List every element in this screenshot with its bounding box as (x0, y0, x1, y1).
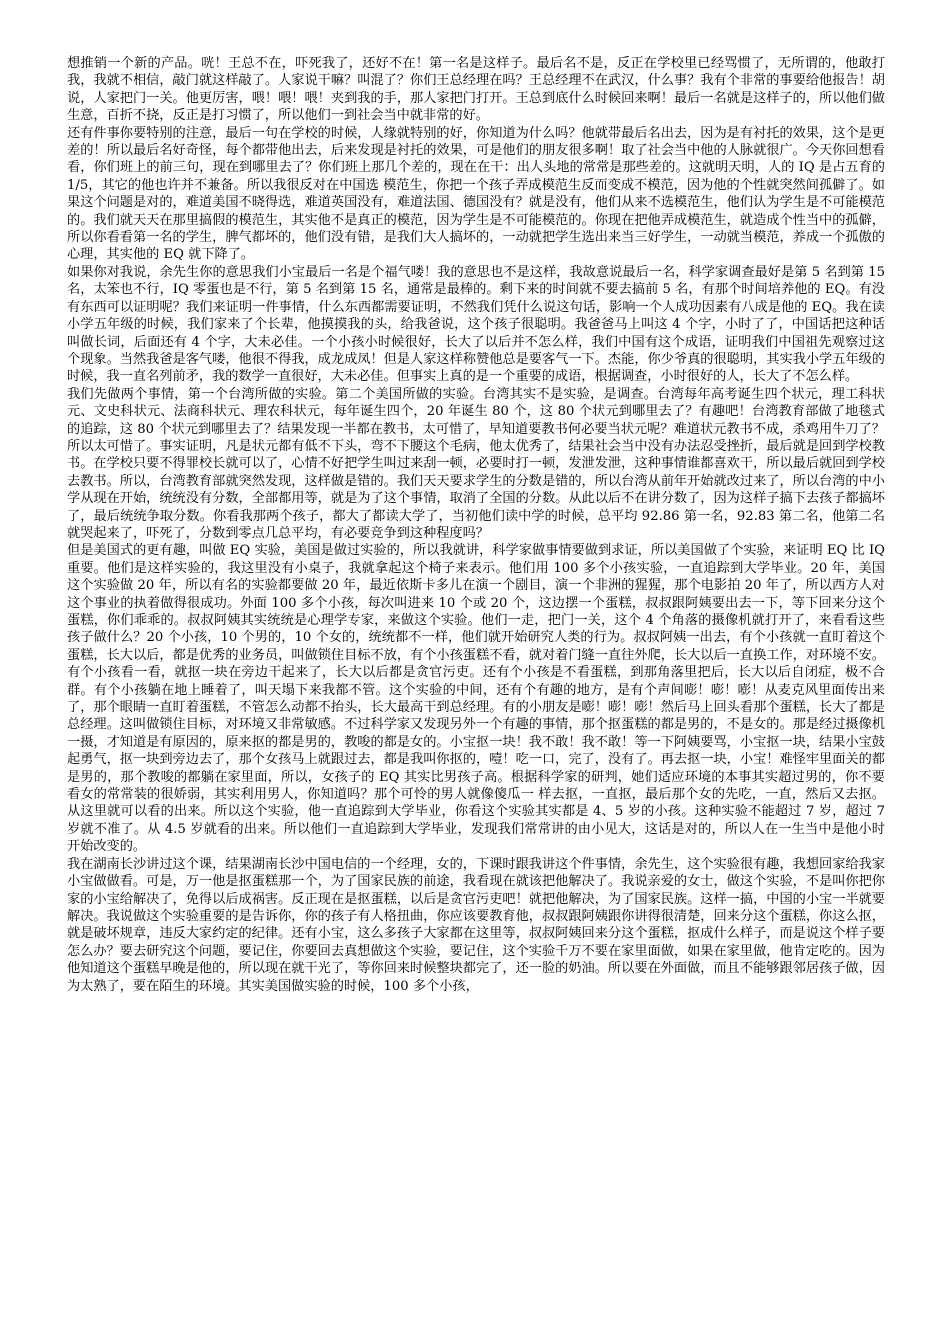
paragraph: 如果你对我说，余先生你的意思我们小宝最后一名是个福气喽！我的意思也不是这样，我故意说最后一名，科学家调查最好是第 5 名到第 15 名，太笨也不行，IQ 零蛋也是不行，第 5 名到第 15 名，通常是最棒的。剩下来的时间就不要去搞前 5 名，有那个时间培养他的 EQ。有没有东西可以证明呢？我们来证明一件事情，什么东西都需要证明，不然我们凭什么说这句话，影响一个人成功因素有八成是他的 EQ。我在读小学五年级的时候，我们家来了个长辈，他摸摸我的头，给我爸说，这个孩子很聪明。我爸爸马上叫这 4 个字，小时了了，中国话把这种话叫做长词，后面还有 4 个字，大未必佳。一个小孩小时候很好，长大了以后并不怎么样，我们中国有这个成语，证明我们中国祖先观察过这个现象。当然我爸是客气喽，他很不得我，成龙成凤！但是人家这样称赞他总是要客气一下。杰能，你少爷真的很聪明，其实我小学五年级的时候，我一直名列前矛，我的数学一直很好，大未必佳。但事实上真的是一个重要的成语，根据调查，小时很好的人，长大了不怎么样。 (67, 264, 885, 385)
paragraph: 还有件事你要特别的注意，最后一句在学校的时候，人缘就特别的好，你知道为什么吗？他就带最后名出去，因为是有衬托的效果，这个是更差的！所以最后名好奇怪，每个都带他出去，后来发现是衬托的效果，可是他们的朋友很多啊！取了社会当中他的人脉就很广。今天你回想看看，你们班上的前三句，现在到哪里去了？你们班上那几个差的，现在在干：出人头地的常常是那些差的。这就明天明，人的 IQ 是占五育的 1/5，其它的他也许并不兼备。所以我很反对在中国选 模范生，你把一个孩子弄成模范生反而变成不模范，因为他的个性就突然间孤僻了。如果这个问题是对的，难道美国不晓得选，难道英国没有，难道法国、德国没有？就是没有，他们从来不选模范生，他们认为学生是不可能模范的。我们就天天在那里搞假的模范生，其实他不是真正的模范，因为学生是不可能模范的。你现在把他弄成模范生，就造成个性当中的孤僻，所以你看看第一名的学生，脾气都坏的，他们没有错，是我们大人搞坏的，一动就把学生选出来当三好学生，一动就当模范，养成一个孤傲的心理，其实他的 EQ 就下降了。 (67, 125, 885, 263)
paragraph: 我们先做两个事情，第一个台湾所做的实验。第二个美国所做的实验。台湾其实不是实验，是调查。台湾每年高考诞生四个状元，理工科状元、文史科状元、法商科状元、理农科状元，每年诞生四个，20 年诞生 80 个，这 80 个状元到哪里去了？有趣吧！台湾教育部做了地毯式的追踪，这 80 个状元到哪里去了？结果发现一半都在教书，太可惜了，早知道要教书何必要当状元呢？难道状元教书不成，杀鸡用牛刀了？所以太可惜了。事实证明，凡是状元都有低不下头，弯不下腰这个毛病，他太优秀了，结果社会当中没有办法忍受挫折，最后就是回到学校教书。在学校只要不得罪校长就可以了，心情不好把学生叫过来刮一顿，必要时打一顿，发泄发泄，这种事情谁都喜欢干，所以最后就回到学校去教书。所以，台湾教育部就突然发现，这样做是错的。我们天天要求学生的分数是错的，所以台湾从前年开始就改过来了，所以台湾的中小学从现在开始，统统没有分数，全部都用等，就是为了这个事情，取消了全国的分数。从此以后不在讲分数了，因为这样子搞下去孩子都搞坏了，最后统统争取分数。你看我那两个孩子，都大了都读大学了，当初他们读中学的时候，总平均 92.86 第一名，92.83 第二名，他第二名就哭起来了，吓死了，分数到零点几总平均，有必要竞争到这种程度吗？ (67, 386, 885, 541)
paragraph: 但是美国式的更有趣，叫做 EQ 实验，美国是做过实验的，所以我就讲，科学家做事情要做到求证，所以美国做了个实验，来证明 EQ 比 IQ 重要。他们是这样实验的，我这里没有小桌子，我就拿起这个椅子来表示。他们用 100 多个小孩实验，一直追踪到大学毕业。20 年，美国这个实验做 20 年，所以有名的实验都要做 20 年，最近依斯卡多儿在演一个剧目，演一个非洲的猩猩，那个电影拍 20 年了，所以西方人对这个事业的执着做得很成功。外面 100 多个小孩，每次叫进来 10 个或 20 个，这边摆一个蛋糕，叔叔跟阿姨要出去一下，等下回来分这个蛋糕，你们乖乖的。叔叔阿姨其实统统是心理学专家，来做这个实验。他们一走，把门一关，这个 4 个角落的摄像机就打开了，来看看这些孩子做什么？20 个小孩，10 个男的，10 个女的，统统都不一样，他们就开始研究人类的行为。叔叔阿姨一出去，有个小孩就一直盯着这个蛋糕，长大以后，都是优秀的业务员，叫做锁住目标不放，有个小孩蛋糕不看，就对着门缝一直往外爬，长大以后一直换工作，对环境不安。有个小孩看一看，就抠一块在旁边干起来了，长大以后都是贪官污吏。还有个小孩是不看蛋糕，到那角落里把后，长大以后自闭症，极不合群。有个小孩躺在地上睡着了，叫天塌下来我都不管。这个实验的中间，还有个有趣的地方，是有个声间嘭！嘭！嘭！从麦克风里面传出来了，那个眼睛一直盯着蛋糕，不管怎么动都不抬头，长大最高干到总经理。有的小朋友是嘭！嘭！嘭！然后马上回头看那个蛋糕，长大了都是总经理。这叫做锁住目标，对环境又非常敏感。不过科学家又发现另外一个有趣的事情，那个抠蛋糕的都是男的，不是女的。那是经过摄像机一摄，才知道是有原因的，原来抠的都是男的，教唆的都是女的。小宝抠一块！我不敢！我不敢！等一下阿姨要骂，小宝抠一块，结果小宝鼓起勇气，抠一块到旁边去了，那个女孩马上就跟过去，都是我叫你抠的，噎！吃一口，完了，没有了。再去抠一块，小宝！难怪牢里面关的都是男的，那个教唆的都躺在家里面，所以，女孩子的 EQ 其实比男孩子高。根据科学家的研判，她们适应环境的本事其实超过男的，你不要看女的常常装的很娇弱，其实利用男人，你知道吗？那个可怜的男人就像傻瓜一 样去抠，一直抠，最后那个女的先吃，一直，然后又去抠。从这里就可以看的出来。所以这个实验，他一直追踪到大学毕业，你看这个实验其实都是 4、5 岁的小孩。这种实验不能超过 7 岁，超过 7 岁就不准了。从 4.5 岁就看的出来。所以他们一直追踪到大学毕业，发现我们常常讲的由小见大，这话是对的，所以人在一生当中是他小时开始改变的。 (67, 543, 885, 855)
paragraph: 我在湖南长沙讲过这个课，结果湖南长沙中国电信的一个经理，女的，下课时跟我讲这个件事情，余先生，这个实验很有趣，我想回家给我家小宝做做看。可是，万一他是抠蛋糕那一个，为了国家民族的前途，我看现在就该把他解决了。我说亲爱的女士，做这个实验，不是叫你把你家的小宝给解决了，免得以后成祸害。反正现在是抠蛋糕，以后是贪官污吏吧！就把他解决，为了国家民族。这样一搞，中国的小宝一半就要解决。我说做这个实验重要的是告诉你，你的孩子有人格扭曲，你应该要教育他，叔叔跟阿姨跟你讲得很清楚，回来分这个蛋糕，你这么抠，就是破坏规章，违反大家约定的纪律。还有小宝，这么多孩子大家都在这里等，叔叔阿姨回来分这个蛋糕，抠成什么样子，而是说这个样子要怎么办？要去研究这个问题，要记住，你要回去真想做这个实验，要记住，这个实验千万不要在家里面做，如果在家里做，他肯定吃的。因为他知道这个蛋糕早晚是他的，所以现在就干光了，等你回来时候整块都完了，还一脸的奶油。所以要在外面做，而且不能够跟邻居孩子做，因为太熟了，要在陌生的环境。其实美国做实验的时候，100 多个小孩， (67, 856, 885, 994)
paragraph: 想推销一个新的产品。咣！王总不在，吓死我了，还好不在！第一名是这样子。最后名不是，反正在学校里已经骂惯了，无所谓的，他敢打我，我就不相信，敲门就这样敲了。人家说干嘛？叫混了？你们王总经理在吗？王总经理不在武汉，什么事？我有个非常的事要给他报告！胡说，人家把门一关。他更厉害，喂！喂！喂！夹到我的手，那人家把门打开。王总到底什么时候回来啊！最后一名就是这样子的，所以他们做生意，百折不挠，反正是打习惯了，所以他们一到社会当中就非常的好。 (67, 56, 885, 124)
document-page (67, 55, 885, 995)
